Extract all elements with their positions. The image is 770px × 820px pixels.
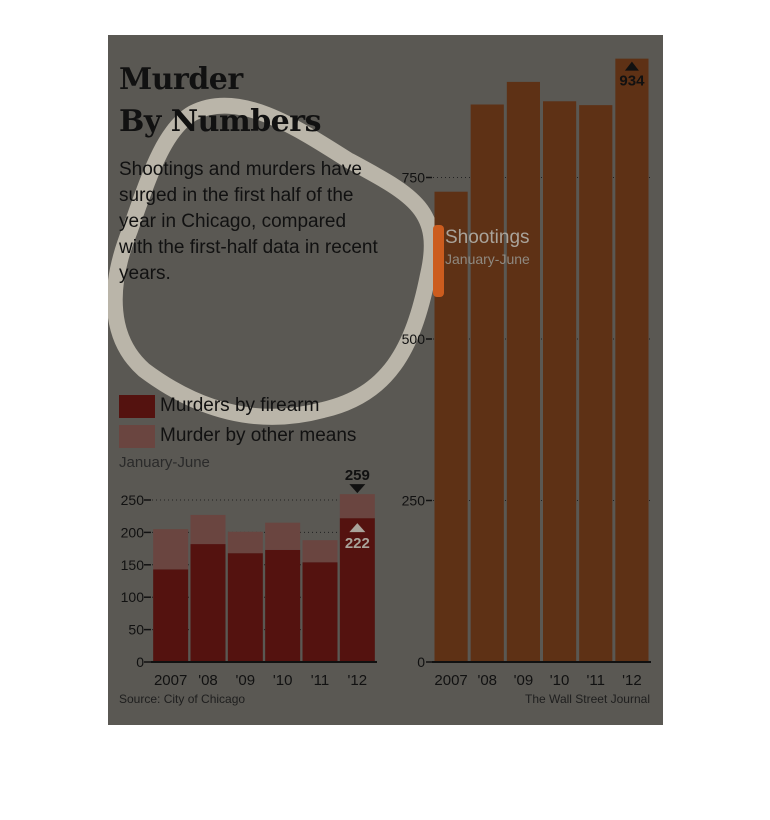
murders-x-tick-label: '09: [235, 672, 256, 689]
legend-swatch-firearm: [119, 395, 155, 418]
shootings-x-tick-label: '12: [622, 672, 642, 689]
shootings-chart: [402, 59, 651, 689]
shootings-y-tick-label: 500: [401, 331, 425, 347]
shootings-series-label: Shootings: [445, 227, 530, 248]
murders-firearm-bar: [265, 550, 300, 662]
legend-swatch-other: [119, 425, 155, 448]
murders-other-bar: [153, 529, 188, 569]
murders-y-tick-label: 0: [136, 654, 144, 670]
murders-y-tick-label: 250: [120, 492, 144, 508]
shootings-bar: [543, 101, 576, 662]
murders-y-tick-label: 200: [120, 524, 144, 541]
murders-x-tick-label: '11: [310, 672, 330, 689]
shootings-accent-tab: [433, 225, 444, 297]
down-arrow-icon: [349, 484, 365, 493]
murders-chart: [121, 467, 377, 689]
murders-firearm-bar: [153, 569, 188, 662]
murders-firearm-bar: [303, 562, 338, 662]
legend-item-other: [119, 421, 356, 451]
murders-other-bar: [228, 532, 263, 553]
legend-item-firearm: [119, 391, 356, 421]
murders-total-label: 259: [344, 467, 370, 485]
shootings-series-sublabel: January-June: [445, 251, 530, 267]
murders-other-bar: [303, 540, 338, 562]
murders-firearm-bar: [191, 544, 226, 662]
shootings-x-tick-label: '09: [513, 672, 534, 689]
legend-label-firearm: Murders by firearm: [160, 395, 320, 416]
legend-note: January-June: [119, 454, 210, 471]
chart-description: Shootings and murders have surged in the first half of the year in Chicago, compared with the first-half data in recent years.: [119, 159, 378, 284]
shootings-max-label: 934: [619, 72, 645, 90]
murders-other-bar: [265, 523, 300, 550]
shootings-bar: [579, 105, 612, 662]
shootings-y-tick-label: 750: [401, 169, 425, 186]
shootings-x-tick-label: '10: [549, 672, 570, 689]
title-line-1: Murder: [119, 62, 243, 97]
shootings-x-tick-label: '11: [586, 672, 605, 689]
shootings-bar: [507, 82, 540, 662]
murders-x-tick-label: '12: [347, 672, 368, 689]
shootings-bar: [615, 59, 648, 662]
shootings-y-tick-label: 0: [417, 654, 425, 670]
murders-firearm-bar: [228, 553, 263, 662]
murders-x-tick-label: '08: [198, 672, 218, 689]
legend: [119, 391, 356, 471]
murders-y-tick-label: 50: [128, 621, 144, 638]
shootings-x-tick-label: '08: [477, 672, 498, 689]
chart-title: [119, 59, 321, 143]
title-line-2: By Numbers: [119, 104, 321, 139]
chart-graphic: [108, 35, 663, 725]
shootings-x-tick-label: 2007: [434, 672, 468, 689]
murders-y-tick-label: 100: [120, 589, 144, 606]
legend-label-other: Murder by other means: [160, 425, 357, 446]
source-note: Source: City of Chicago: [119, 692, 246, 706]
murders-x-tick-label: '10: [272, 672, 293, 689]
murders-firearm-label: 222: [344, 535, 370, 553]
murders-x-tick-label: 2007: [153, 672, 188, 689]
murders-other-bar: [340, 494, 375, 518]
shootings-y-tick-label: 250: [401, 492, 425, 509]
credit-note: The Wall Street Journal: [525, 692, 650, 706]
shootings-bar: [471, 105, 504, 662]
murders-y-tick-label: 150: [120, 556, 144, 573]
murders-other-bar: [191, 515, 226, 544]
